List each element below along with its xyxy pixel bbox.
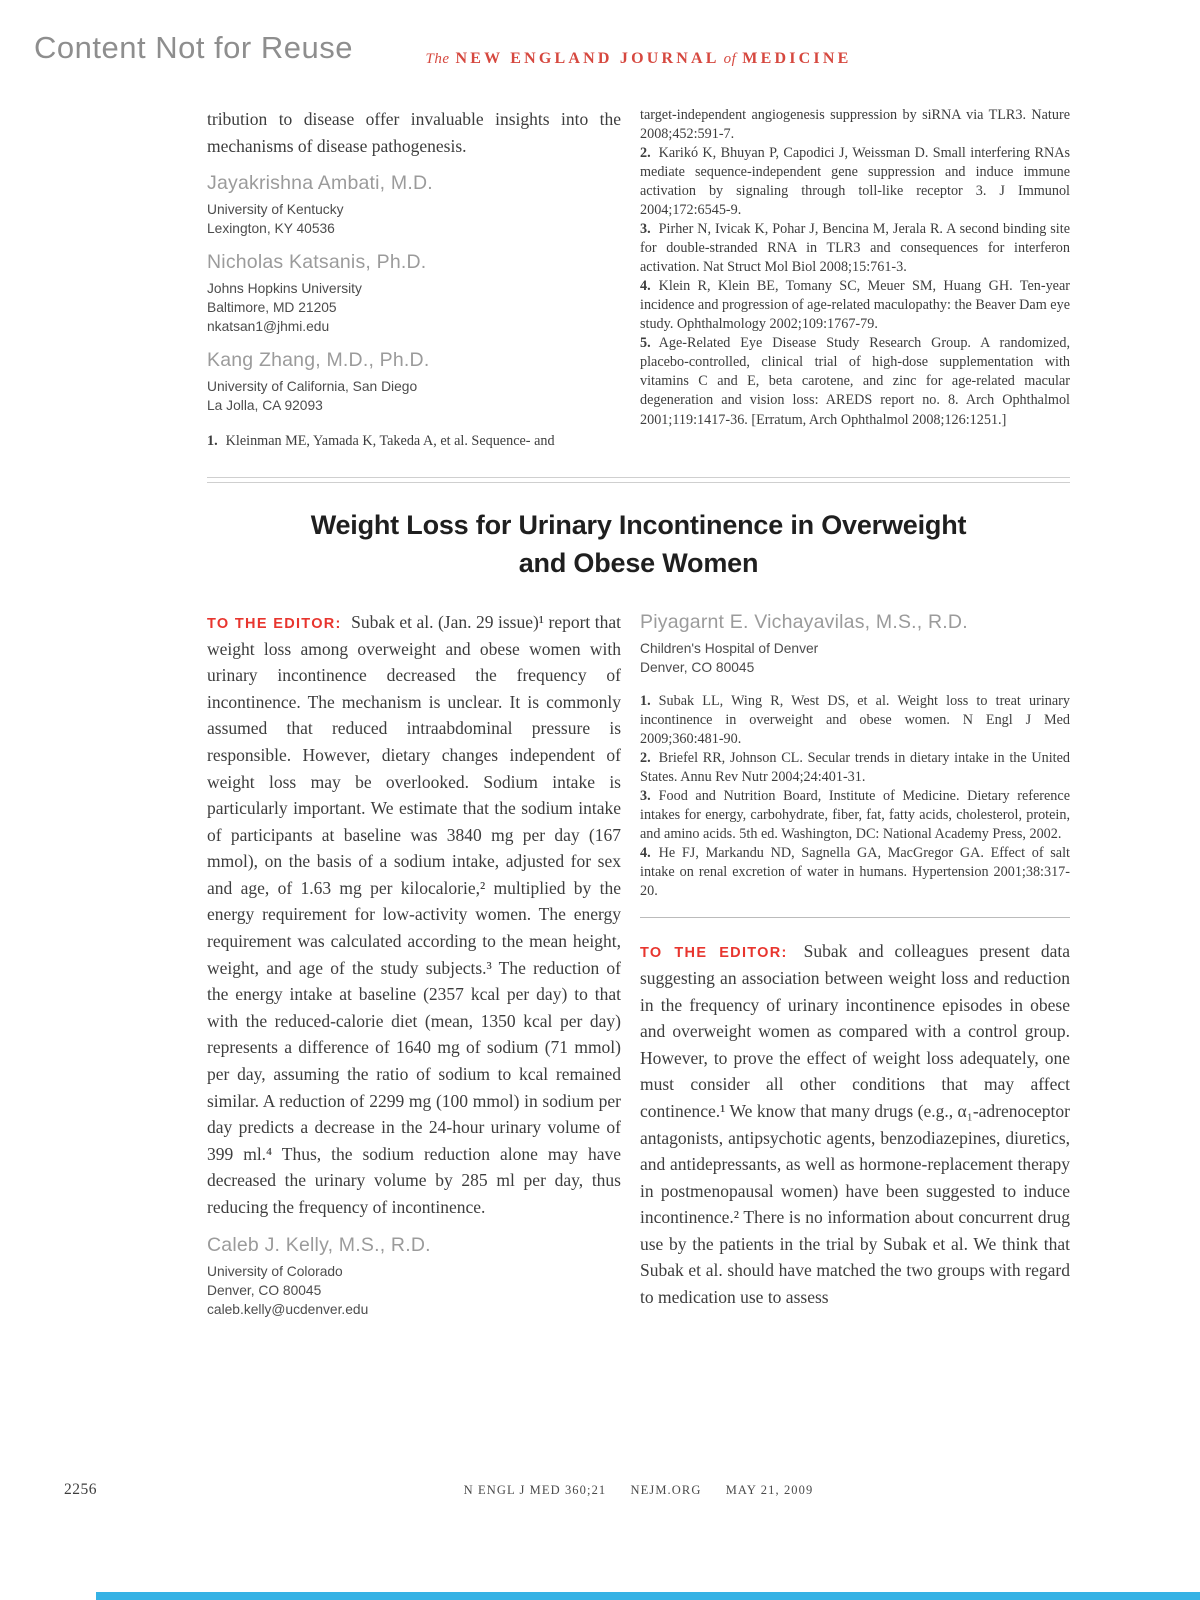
letter-divider-rule bbox=[640, 917, 1070, 918]
author-block bbox=[207, 251, 621, 336]
author-email: caleb.kelly@ucdenver.edu bbox=[207, 1301, 369, 1317]
letter-paragraph bbox=[207, 609, 621, 1221]
reference-number: 3. bbox=[640, 221, 651, 238]
affiliation-line: University of California, San Diego bbox=[207, 379, 418, 395]
reference-number: 4. bbox=[640, 278, 651, 295]
affiliation-line: Johns Hopkins University bbox=[207, 281, 362, 297]
section-correspondence bbox=[207, 609, 1070, 1319]
reference-continuation: target-independent angiogenesis suppression by siRNA via TLR3. Nature 2008;452:591-7. bbox=[640, 107, 1070, 143]
affiliation-line: Denver, CO 80045 bbox=[640, 659, 755, 675]
page-content bbox=[207, 0, 1070, 1319]
footer-date: MAY 21, 2009 bbox=[725, 1483, 814, 1497]
reference-number: 3. bbox=[640, 788, 651, 805]
column-left bbox=[207, 106, 621, 451]
author-block bbox=[207, 172, 621, 238]
reference-number: 2. bbox=[640, 750, 651, 767]
masthead-the: The bbox=[425, 51, 450, 67]
author-name: Nicholas Katsanis, Ph.D. bbox=[207, 251, 427, 274]
reference-item bbox=[640, 334, 1070, 429]
reference-item bbox=[207, 432, 621, 451]
author-block bbox=[207, 349, 621, 415]
page-footer bbox=[0, 1481, 1200, 1505]
reference-number: 5. bbox=[640, 335, 651, 352]
masthead-title-part2: MEDICINE bbox=[742, 50, 852, 67]
reference-number: 1. bbox=[207, 433, 218, 450]
author-name: Caleb J. Kelly, M.S., R.D. bbox=[207, 1233, 431, 1256]
author-block bbox=[207, 1234, 621, 1319]
letter-paragraph bbox=[640, 938, 1070, 1310]
reference-text: Subak LL, Wing R, West DS, et al. Weight loss to treat urinary incontinence in overweight and obese women. N Engl J Med 2009;360:481-90. bbox=[640, 693, 1070, 748]
affiliation-line: Children's Hospital of Denver bbox=[640, 640, 819, 656]
article-title bbox=[207, 507, 1070, 582]
page-number: 2256 bbox=[64, 1481, 97, 1498]
affiliation-line: La Jolla, CA 92093 bbox=[207, 398, 323, 414]
to-the-editor-label: TO THE EDITOR: bbox=[207, 615, 342, 632]
closing-paragraph: tribution to disease offer invaluable insights into the mechanisms of disease pathogenesis. bbox=[207, 109, 621, 156]
affiliation-line: University of Kentucky bbox=[207, 202, 344, 218]
footer-website: NEJM.ORG bbox=[630, 1483, 702, 1497]
content-not-for-reuse-watermark: Content Not for Reuse bbox=[34, 30, 353, 65]
column-right bbox=[640, 106, 1070, 451]
reference-item bbox=[640, 144, 1070, 220]
reference-number: 4. bbox=[640, 845, 651, 862]
section-divider-double-rule bbox=[207, 477, 1070, 483]
reference-text: Karikó K, Bhuyan P, Capodici J, Weissman D. Small interfering RNAs mediate sequence-independent gene suppression and induce immune activation by signaling through toll-like receptor 3. J Immunol 2004;172:6545-9. bbox=[640, 145, 1070, 219]
references-list bbox=[640, 692, 1070, 901]
letter-body-text: Subak et al. (Jan. 29 issue)¹ report that weight loss among overweight and obese women with urinary incontinence decreased the frequency of incontinence. The mechanism is unclear. It is commonly assumed that reduced intraabdominal pressure is responsible. However, dietary changes independent of weight loss may be overlooked. Sodium intake is particularly important. We estimate that the sodium intake of participants at baseline was 3840 mg per day (167 mmol), on the basis of a sodium intake, adjusted for sex and age, of 1.63 mg per kilocalorie,² multiplied by the energy requirement for low-activity women. The energy requirement was calculated according to the mean height, weight, and age of the study subjects.³ The reduction of the energy intake at baseline (2357 kcal per day) to that with the reduced-calorie diet (mean, 1350 kcal per day) represents a difference of 1640 mg of sodium (71 mmol) per day, assuming the ratio of sodium to kcal remained similar. A reduction of 2299 mg (100 mmol) in sodium per day predicts a decrease in the 24-hour urinary volume of 399 ml.⁴ Thus, the sodium reduction alone may have decreased the urinary volume by 285 ml per day, thus reducing the frequency of incontinence. bbox=[207, 611, 622, 1217]
author-name: Piyagarnt E. Vichayavilas, M.S., R.D. bbox=[640, 610, 968, 633]
affiliation-line: Lexington, KY 40536 bbox=[207, 221, 335, 237]
affiliation-line: Denver, CO 80045 bbox=[207, 1282, 322, 1298]
reference-text: He FJ, Markandu ND, Sagnella GA, MacGregor GA. Effect of salt intake on renal excretion of water in humans. Hypertension 2001;38:317-20. bbox=[640, 845, 1070, 900]
article-title-line2: and Obese Women bbox=[518, 547, 759, 578]
reference-item bbox=[640, 844, 1070, 901]
reference-text: Pirher N, Ivicak K, Pohar J, Bencina M, Jerala R. A second binding site for double-stranded RNA in TLR3 and consequences for interferon activation. Nat Struct Mol Biol 2008;15:761-3. bbox=[640, 221, 1070, 276]
reference-text: Age-Related Eye Disease Study Research Group. A randomized, placebo-controlled, clinical trial of high-dose supplementation with vitamins C and E, beta carotene, and zinc for age-related macular degeneration and vision loss: AREDS report no. 8. Arch Ophthalmol 2001;119:1417-36. [Erratum, Arch Ophthalmol 2008;126:1251.] bbox=[640, 335, 1070, 428]
article-title-line1: Weight Loss for Urinary Incontinence in Overweight bbox=[310, 510, 967, 541]
masthead-title-part1: NEW ENGLAND JOURNAL bbox=[455, 50, 720, 67]
reference-text: Briefel RR, Johnson CL. Secular trends in dietary intake in the United States. Annu Rev Nutr 2004;24:401-31. bbox=[640, 750, 1070, 786]
author-name: Jayakrishna Ambati, M.D. bbox=[207, 172, 433, 195]
reference-item bbox=[640, 749, 1070, 787]
author-block bbox=[640, 611, 1070, 677]
reference-text: Food and Nutrition Board, Institute of Medicine. Dietary reference intakes for energy, carbohydrate, fiber, fat, fatty acids, cholesterol, protein, and amino acids. 5th ed. Washington, DC: National Academy Press, 2002. bbox=[640, 788, 1070, 843]
bottom-blue-bar bbox=[96, 1592, 1200, 1600]
reference-text: Klein R, Klein BE, Tomany SC, Meuer SM, Huang GH. Ten-year incidence and progression of age-related maculopathy: the Beaver Dam eye study. Ophthalmology 2002;109:1767-79. bbox=[640, 278, 1070, 333]
reference-item bbox=[640, 220, 1070, 277]
footer-journal-citation: N ENGL J MED 360;21 bbox=[463, 1483, 607, 1497]
author-name: Kang Zhang, M.D., Ph.D. bbox=[207, 349, 430, 372]
affiliation-line: Baltimore, MD 21205 bbox=[207, 300, 337, 316]
reference-number: 1. bbox=[640, 693, 651, 709]
footer-journal-line bbox=[207, 1483, 1070, 1498]
reference-item bbox=[640, 787, 1070, 844]
reference-number: 2. bbox=[640, 145, 651, 162]
author-email: nkatsan1@jhmi.edu bbox=[207, 319, 330, 335]
column-left bbox=[207, 609, 621, 1319]
column-right bbox=[640, 609, 1070, 1319]
reference-item bbox=[640, 692, 1070, 749]
affiliation-line: University of Colorado bbox=[207, 1263, 343, 1279]
reference-item bbox=[640, 277, 1070, 334]
section-previous-letter bbox=[207, 106, 1070, 451]
masthead-of: of bbox=[723, 51, 737, 67]
reference-text: Kleinman ME, Yamada K, Takeda A, et al. Sequence- and bbox=[225, 433, 555, 450]
to-the-editor-label: TO THE EDITOR: bbox=[640, 945, 788, 962]
letter-body-text: Subak and colleagues present data suggesting an association between weight loss and reduction in the frequency of urinary incontinence episodes in obese and overweight women as compared with a control group. However, to prove the effect of weight loss adequately, one must consider all other conditions that may affect continence.¹ We know that many drugs (e.g., α₁-adrenoceptor antagonists, antipsychotic agents, benzodiazepines, diuretics, and antidepressants, as well as hormone-replacement therapy in postmenopausal women) have been suggested to induce incontinence.² There is no information about concurrent drug use by the patients in the trial by Subak et al. We think that Subak et al. should have matched the two groups with regard to medication use to assess bbox=[640, 941, 1071, 1308]
